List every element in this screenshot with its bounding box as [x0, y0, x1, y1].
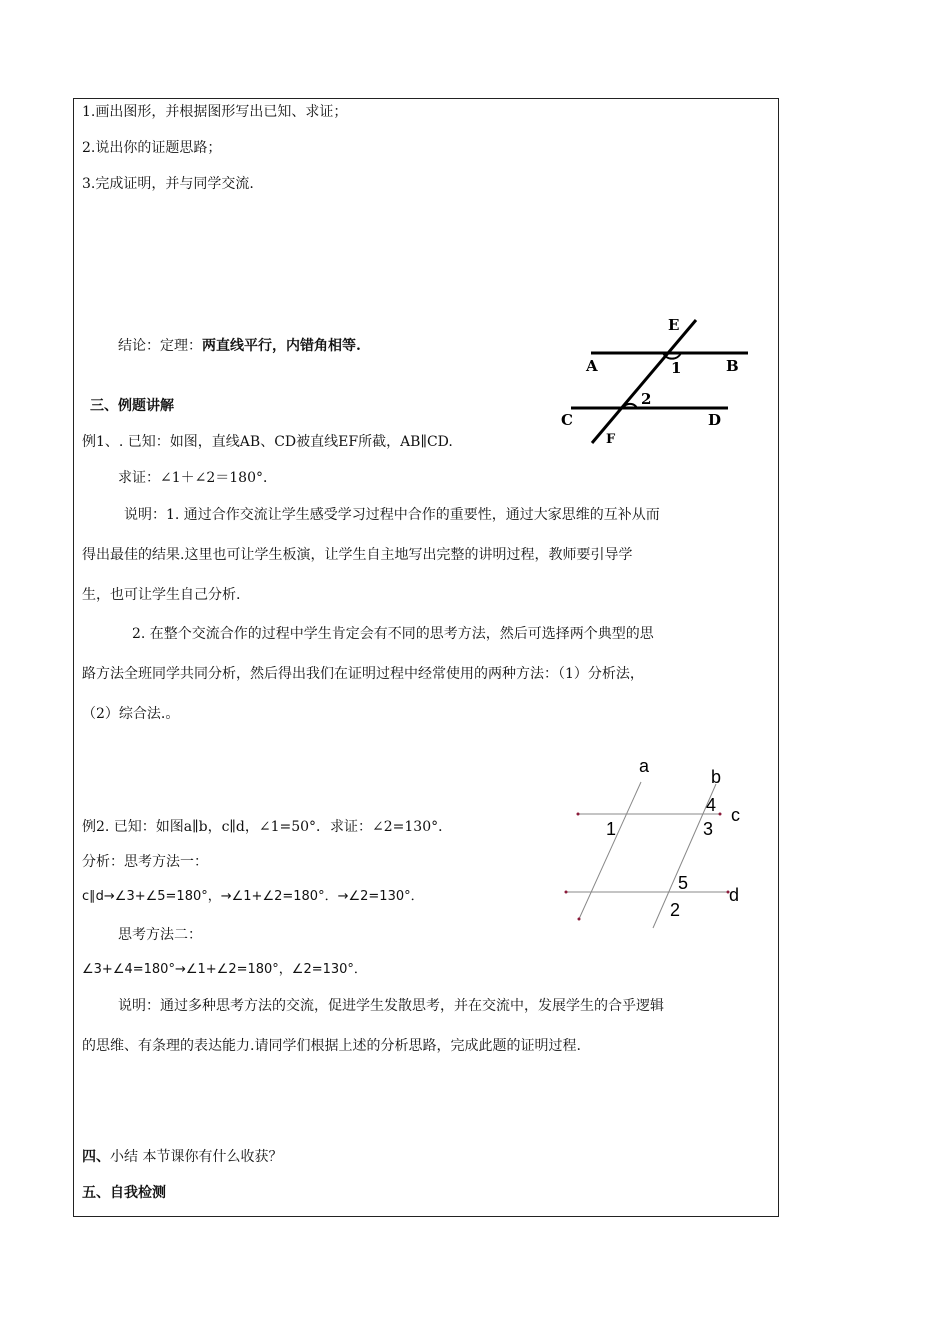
example-2-note-line-2: 的思维、有条理的表达能力.请同学们根据上述的分析思路，完成此题的证明过程.: [82, 1038, 581, 1054]
label-b: b: [711, 767, 722, 787]
example-2-method-2: ∠3+∠4=180°→∠1+∠2=180°，∠2=130°．: [82, 962, 367, 977]
label-angle-1: 1: [671, 359, 682, 377]
note-1-line-3: 生，也可让学生自己分析.: [82, 587, 241, 603]
section-3-title: 三、例题讲解: [90, 398, 174, 414]
label-1: 1: [606, 819, 617, 839]
label-d: d: [729, 885, 740, 905]
example-2-method-1: c∥d→∠3+∠5=180°，→∠1+∠2=180°．→∠2=130°．: [82, 889, 424, 904]
point-c-right: [719, 813, 722, 816]
example-2-analysis: 分析：思考方法一：: [82, 854, 208, 870]
label-b: B: [726, 357, 739, 375]
section-4: [82, 1147, 282, 1167]
point-a-bottom: [578, 918, 581, 921]
note-1-line-2: 得出最佳的结果.这里也可让学生板演，让学生自主地写出完整的讲明过程，教师要引导学: [82, 547, 633, 563]
label-2: 2: [670, 900, 681, 920]
label-a: A: [586, 357, 598, 375]
label-3: 3: [703, 819, 714, 839]
note-2-line-2: 路方法全班同学共同分析，然后得出我们在证明过程中经常使用的两种方法：（1）分析法，: [82, 666, 644, 682]
label-c: C: [561, 411, 573, 429]
point-d-left: [565, 891, 568, 894]
note-1-line-1: 说明：1. 通过合作交流让学生感受学习过程中合作的重要性，通过大家思维的互补从而: [124, 507, 660, 523]
example-1-given: 例1、. 已知：如图，直线AB、CD被直线EF所截，AB∥CD.: [82, 434, 453, 450]
label-f: F: [606, 432, 616, 447]
figure-parallel-lines-ef: [555, 310, 760, 455]
figure-two-pairs-parallel: [560, 752, 760, 937]
point-c-left: [577, 813, 580, 816]
line-ef: [592, 320, 696, 443]
conclusion-theorem: 两直线平行，内错角相等.: [202, 338, 361, 354]
label-a: a: [639, 756, 650, 776]
step-1: 1.画出图形，并根据图形写出已知、求证；: [82, 104, 348, 120]
section-5-title: 五、自我检测: [82, 1185, 166, 1201]
conclusion-prefix: 结论：定理：: [118, 338, 202, 354]
example-2-note-line-1: 说明：通过多种思考方法的交流，促进学生发散思考，并在交流中，发展学生的合乎逻辑: [118, 998, 664, 1014]
label-c: c: [731, 805, 740, 825]
example-1-prove: 求证：∠1＋∠2＝180°．: [118, 470, 277, 486]
label-d: D: [708, 411, 722, 429]
conclusion: [118, 336, 361, 356]
step-2: 2.说出你的证题思路；: [82, 140, 222, 156]
label-angle-2: 2: [641, 390, 652, 408]
label-e: E: [668, 316, 680, 334]
line-a: [579, 782, 641, 919]
example-2-method-2-title: 思考方法二：: [118, 927, 202, 943]
note-2-line-1: 2. 在整个交流合作的过程中学生肯定会有不同的思考方法，然后可选择两个典型的思: [132, 626, 654, 642]
label-5: 5: [678, 873, 689, 893]
section-4-title: 四、: [82, 1149, 110, 1165]
section-4-text: 小结 本节课你有什么收获？: [110, 1149, 283, 1165]
note-2-line-3: （2）综合法.。: [82, 706, 180, 722]
label-4: 4: [706, 795, 717, 815]
example-2-given: 例2. 已知：如图a∥b，c∥d，∠1=50°．求证：∠2=130°．: [82, 819, 453, 835]
step-3: 3.完成证明，并与同学交流.: [82, 176, 254, 192]
